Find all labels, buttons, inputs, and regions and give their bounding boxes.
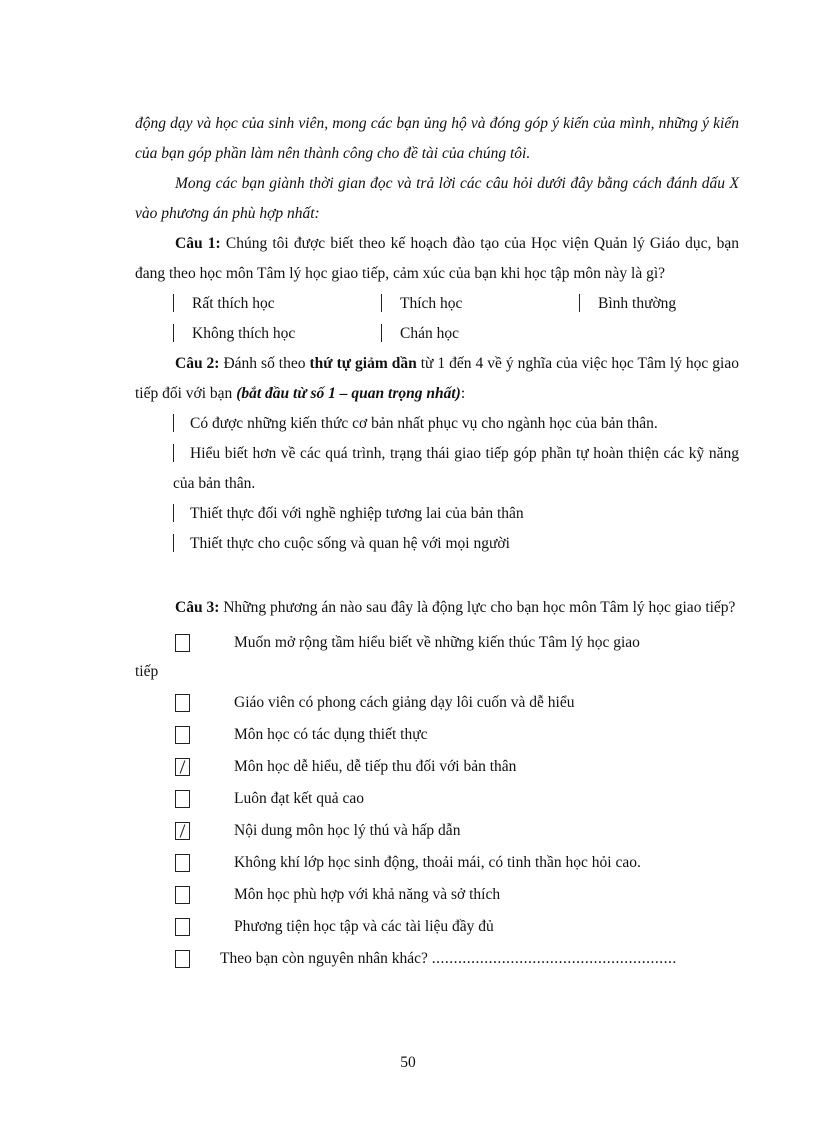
tick-mark-icon[interactable]: [381, 324, 386, 342]
q3-option-text: Theo bạn còn nguyên nhân khác?: [220, 950, 428, 967]
q3-option-text: Phương tiện học tập và các tài liệu đầy đủ: [234, 918, 494, 935]
q3-option[interactable]: [135, 783, 739, 815]
answer-blank[interactable]: ........................................................: [431, 950, 677, 967]
q3-option-text: Môn học có tác dụng thiết thực: [234, 726, 428, 743]
question-1-label: Câu 1:: [175, 235, 221, 252]
q2-item-text: Thiết thực cho cuộc sống và quan hệ với mọi người: [190, 535, 510, 552]
q3-option-text: Không khí lớp học sinh động, thoải mái, có tinh thần học hỏi cao.: [234, 854, 641, 871]
q2-item[interactable]: [135, 499, 739, 529]
intro-paragraph-2: Mong các bạn giành thời gian đọc và trả lời các câu hỏi dưới đây bằng cách đánh dấu X vào phương án phù hợp nhất:: [135, 175, 739, 222]
q3-option[interactable]: [135, 627, 739, 659]
q1-option-label: Bình thường: [598, 295, 677, 312]
checkbox[interactable]: [175, 950, 190, 968]
question-1-text: Chúng tôi được biết theo kế hoạch đào tạo của Học viện Quản lý Giáo dục, bạn đang theo học môn Tâm lý học giao tiếp, cảm xúc của bạn khi học tập môn này là gì?: [135, 235, 739, 282]
q2-item-text: Hiểu biết hơn về các quá trình, trạng thái giao tiếp góp phần tự hoàn thiện các kỹ năng của bản thân.: [173, 445, 739, 492]
q1-option-label: Rất thích học: [192, 295, 275, 312]
question-3: [135, 593, 739, 623]
q3-option[interactable]: [135, 687, 739, 719]
questions-1-2: [135, 229, 739, 559]
q3-option-text: Môn học phù hợp với khả năng và sở thích: [234, 886, 501, 903]
q1-option[interactable]: [381, 289, 579, 319]
checkbox-checked[interactable]: [175, 822, 190, 840]
question-2-instruction: (bắt đầu từ số 1 – quan trọng nhất): [236, 385, 461, 402]
q1-option-label: Chán học: [400, 325, 459, 342]
q2-item[interactable]: [135, 439, 739, 499]
q3-option-text: Muốn mở rộng tầm hiểu biết về những kiến thúc Tâm lý học giao: [234, 634, 640, 651]
intro-section: [135, 109, 739, 229]
tick-mark-icon[interactable]: [173, 504, 178, 522]
tick-mark-icon[interactable]: [173, 324, 178, 342]
q2-item[interactable]: [135, 409, 739, 439]
checkbox[interactable]: [175, 694, 190, 712]
q3-option[interactable]: [135, 879, 739, 911]
checkbox[interactable]: [175, 918, 190, 936]
question-3-text: Những phương án nào sau đây là động lực cho bạn học môn Tâm lý học giao tiếp?: [223, 599, 736, 616]
checkbox[interactable]: [175, 886, 190, 904]
tick-mark-icon[interactable]: [173, 534, 178, 552]
q3-option-text: Luôn đạt kết quả cao: [234, 790, 364, 807]
q2-item-text: Có được những kiến thức cơ bản nhất phục vụ cho ngành học của bản thân.: [190, 415, 658, 432]
tick-mark-icon[interactable]: [173, 444, 178, 462]
q3-other-line: [220, 950, 739, 968]
q1-option[interactable]: [381, 319, 459, 349]
q3-option[interactable]: [135, 911, 739, 943]
q3-option-text: Giáo viên có phong cách giảng dạy lôi cuốn và dễ hiểu: [234, 694, 575, 711]
q3-option[interactable]: [135, 847, 739, 879]
q1-option-label: Không thích học: [192, 325, 296, 342]
q1-option[interactable]: [173, 319, 381, 349]
q3-option-text: Môn học dễ hiểu, dễ tiếp thu đối với bản thân: [234, 758, 517, 775]
q1-options-row-2: [135, 319, 739, 349]
checkbox[interactable]: [175, 790, 190, 808]
tick-mark-icon[interactable]: [381, 294, 386, 312]
question-2: [135, 349, 739, 409]
q3-option[interactable]: [135, 815, 739, 847]
question-3-label: Câu 3:: [175, 599, 220, 616]
checkbox-checked[interactable]: [175, 758, 190, 776]
q3-option[interactable]: [135, 751, 739, 783]
question-1: [135, 229, 739, 289]
q1-options-row-1: [135, 289, 739, 319]
q2-item[interactable]: [135, 529, 739, 559]
question-2-text: từ 1 đến 4 về ý nghĩa của việc học Tâm lý học giao tiếp đối với bạn: [135, 355, 739, 402]
q1-option[interactable]: [173, 289, 381, 319]
intro-paragraph-1: động dạy và học của sinh viên, mong các bạn ủng hộ và đóng góp ý kiến của mình, những ý kiến của bạn góp phần làm nên thành công cho đề tài của chúng tôi.: [135, 115, 739, 162]
question-2-colon: :: [460, 385, 466, 402]
checkbox[interactable]: [175, 854, 190, 872]
tick-mark-icon[interactable]: [173, 294, 178, 312]
tick-mark-icon[interactable]: [173, 414, 178, 432]
tick-mark-icon[interactable]: [579, 294, 584, 312]
q2-item-text: Thiết thực đối với nghề nghiệp tương lai của bản thân: [190, 505, 524, 522]
checkbox[interactable]: [175, 634, 190, 652]
checkbox[interactable]: [175, 726, 190, 744]
question-3-section: [135, 599, 739, 975]
q1-option[interactable]: [579, 289, 676, 319]
q3-option[interactable]: [135, 719, 739, 751]
q3-option-continuation: tiếp: [135, 663, 159, 680]
page-number: 50: [400, 1054, 416, 1071]
question-2-emphasis: thứ tự giảm dần: [309, 355, 417, 372]
q1-option-label: Thích học: [400, 295, 463, 312]
q3-option-text: Nội dung môn học lý thú và hấp dẫn: [234, 822, 461, 839]
q3-option-other[interactable]: [135, 943, 739, 975]
question-2-label: Câu 2:: [175, 355, 220, 372]
question-2-text: Đánh số theo: [223, 355, 306, 372]
